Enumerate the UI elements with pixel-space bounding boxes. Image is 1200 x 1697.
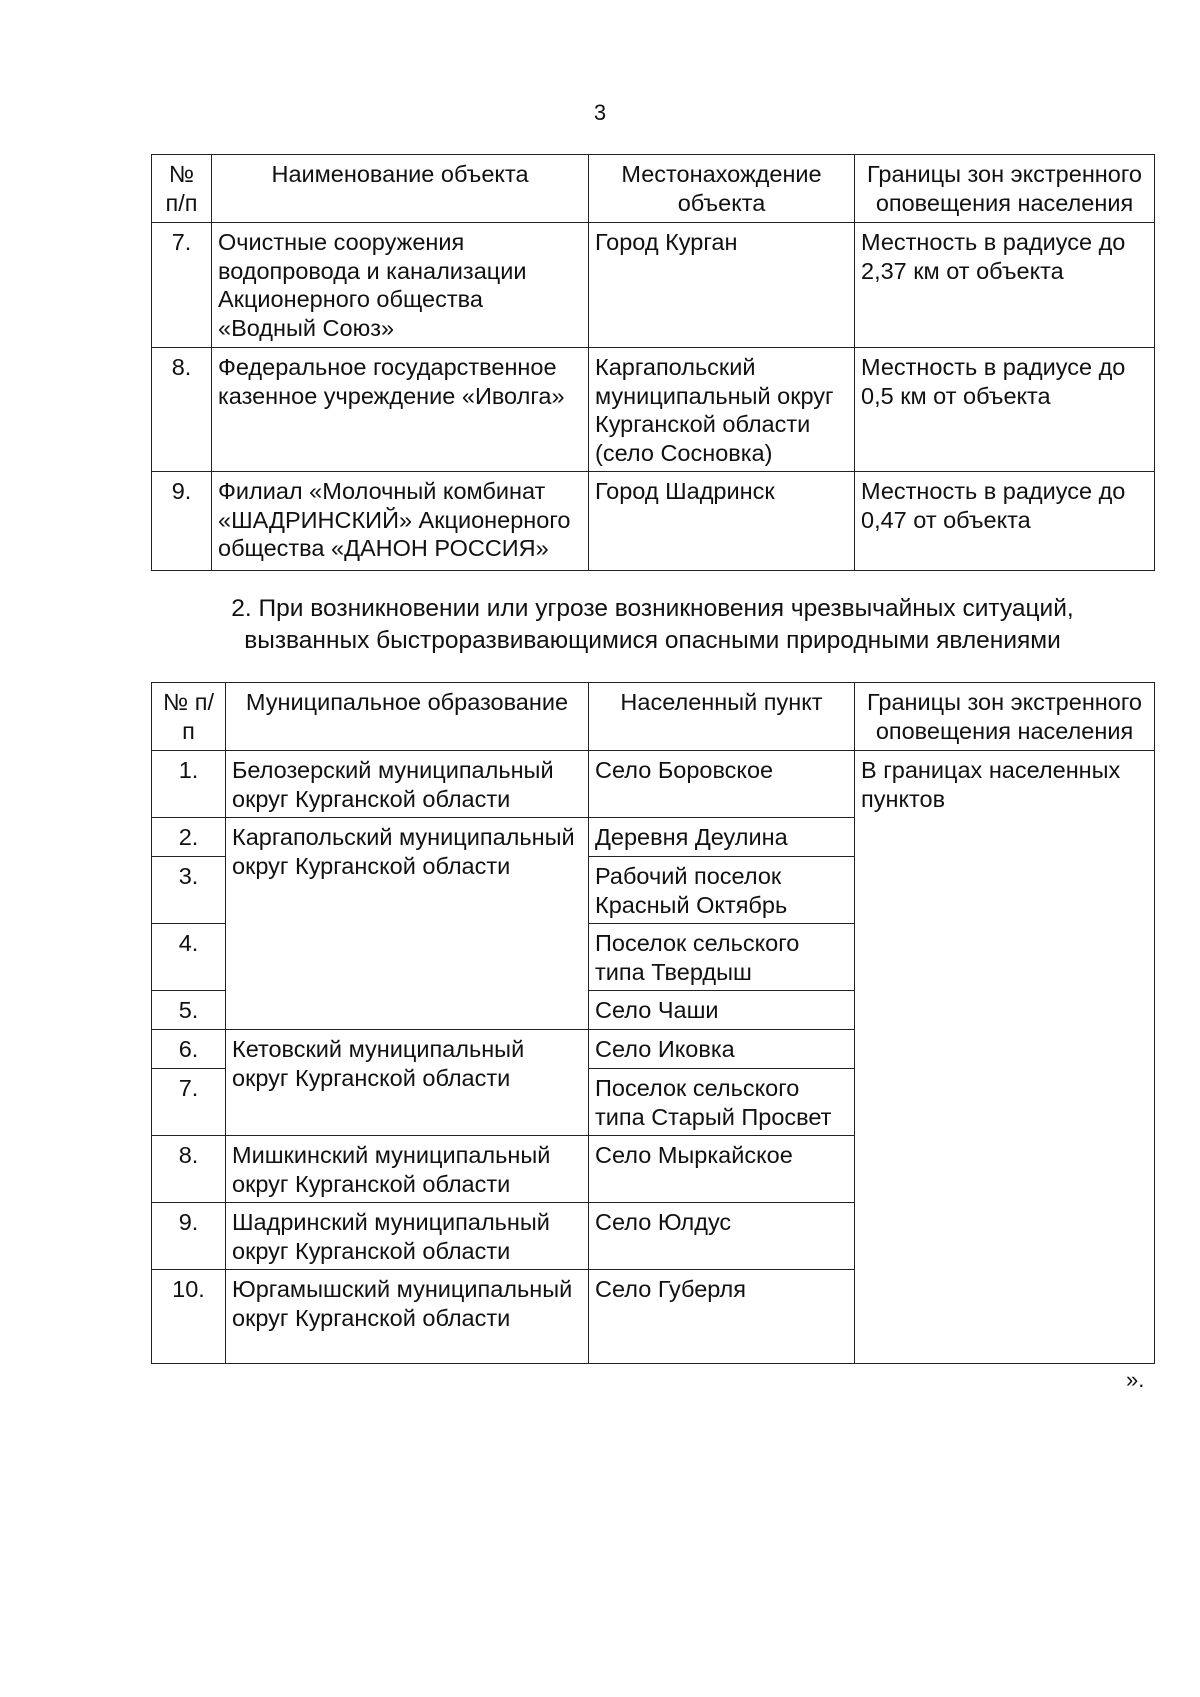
row-number: 8. (152, 1136, 226, 1203)
section-heading-line: 2. При возникновении или угрозе возникновения чрезвычайных ситуаций, (231, 595, 1074, 622)
objects-table (151, 154, 1155, 571)
zone-boundaries: Местность в радиусе до 2,37 км от объекта (855, 223, 1155, 348)
row-number: 2. (152, 818, 226, 857)
municipality: Кетовский муниципальный округ Курганской области (226, 1030, 589, 1136)
header-zone-boundaries: Границы зон экстренного оповещения населения (855, 155, 1155, 223)
row-number: 5. (152, 991, 226, 1030)
settlement: Поселок сельского типа Старый Просвет (589, 1069, 855, 1136)
header-zone-boundaries: Границы зон экстренного оповещения населения (855, 683, 1155, 751)
section-heading-line: вызванных быстроразвивающимися опасными природными явлениями (244, 627, 1061, 654)
settlement: Село Юлдус (589, 1203, 855, 1270)
object-location: Каргапольский муниципальный округ Курганской области (село Сосновка) (589, 348, 855, 472)
settlement: Деревня Деулина (589, 818, 855, 857)
table-row (152, 751, 1155, 818)
header-settlement: Населенный пункт (589, 683, 855, 751)
object-location: Город Шадринск (589, 472, 855, 571)
settlement: Село Мыркайское (589, 1136, 855, 1203)
header-object-name: Наименование объекта (212, 155, 589, 223)
page-number: 3 (593, 100, 607, 125)
zone-boundaries: Местность в радиусе до 0,47 от объекта (855, 472, 1155, 571)
municipality: Юргамышский муниципальный округ Курганской области (226, 1270, 589, 1364)
settlements-table (151, 682, 1155, 1364)
settlement: Поселок сельского типа Твердыш (589, 924, 855, 991)
municipality: Каргапольский муниципальный округ Курганской области (226, 818, 589, 1030)
header-number: № п/п (152, 155, 212, 223)
object-name: Очистные сооружения водопровода и канализации Акционерного общества «Водный Союз» (212, 223, 589, 348)
table-row (152, 472, 1155, 571)
table-header-row (152, 155, 1155, 223)
row-number: 9. (152, 1203, 226, 1270)
header-number: № п/п (152, 683, 226, 751)
row-number: 6. (152, 1030, 226, 1069)
closing-quote: ». (1126, 1367, 1145, 1392)
row-number: 8. (152, 348, 212, 472)
table-header-row (152, 683, 1155, 751)
object-name: Федеральное государственное казенное учреждение «Иволга» (212, 348, 589, 472)
settlement: Село Иковка (589, 1030, 855, 1069)
municipality: Белозерский муниципальный округ Курганской области (226, 751, 589, 818)
table-row (152, 348, 1155, 472)
section-heading (151, 593, 1154, 657)
row-number: 10. (152, 1270, 226, 1364)
municipality: Мишкинский муниципальный округ Курганской области (226, 1136, 589, 1203)
settlement: Рабочий поселок Красный Октябрь (589, 857, 855, 924)
settlement: Село Боровское (589, 751, 855, 818)
row-number: 7. (152, 223, 212, 348)
municipality: Шадринский муниципальный округ Курганской области (226, 1203, 589, 1270)
object-name: Филиал «Молочный комбинат «ШАДРИНСКИЙ» Акционерного общества «ДАНОН РОССИЯ» (212, 472, 589, 571)
zone-boundaries: В границах населенных пунктов (855, 751, 1155, 1364)
header-municipality: Муниципальное образование (226, 683, 589, 751)
row-number: 4. (152, 924, 226, 991)
object-location: Город Курган (589, 223, 855, 348)
zone-boundaries: Местность в радиусе до 0,5 км от объекта (855, 348, 1155, 472)
settlement: Село Чаши (589, 991, 855, 1030)
row-number: 9. (152, 472, 212, 571)
table-row (152, 223, 1155, 348)
row-number: 7. (152, 1069, 226, 1136)
row-number: 1. (152, 751, 226, 818)
settlement: Село Губерля (589, 1270, 855, 1364)
header-object-location: Местонахождение объекта (589, 155, 855, 223)
row-number: 3. (152, 857, 226, 924)
